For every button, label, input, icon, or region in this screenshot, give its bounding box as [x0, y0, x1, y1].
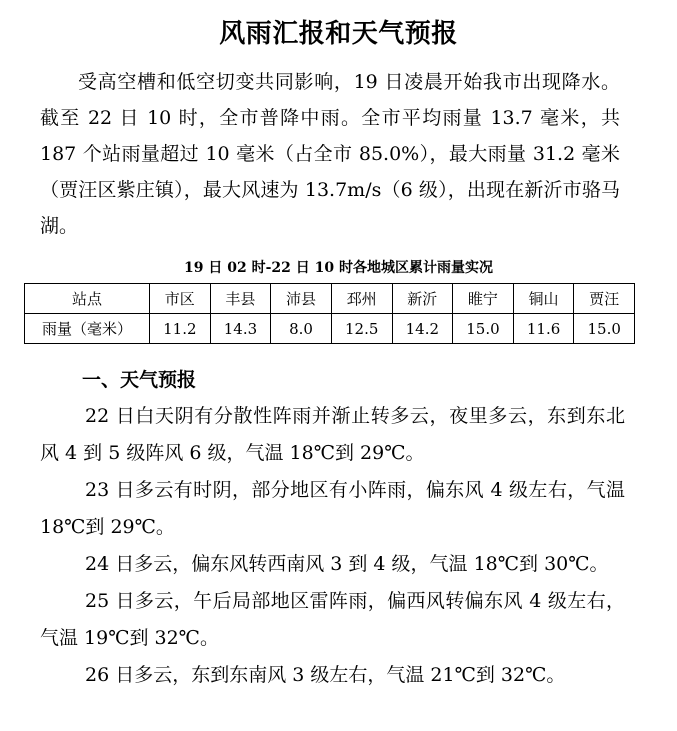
station-cell: 贾汪	[574, 284, 635, 314]
forecast-list	[40, 398, 625, 694]
rainfall-value-cell: 15.0	[574, 314, 635, 344]
rainfall-table	[24, 283, 635, 344]
station-cell: 铜山	[513, 284, 574, 314]
station-cell: 市区	[150, 284, 211, 314]
intro-paragraph: 受高空槽和低空切变共同影响，19 日凌晨开始我市出现降水。截至 22 日 10 时，全市普降中雨。全市平均雨量 13.7 毫米，共 187 个站雨量超过 10 毫米（占全市 85.0%），最大雨量 31.2 毫米（贾汪区紫庄镇），最大风速为 13.7m/s（6 级），出现在新沂市骆马湖。	[40, 71, 620, 237]
station-cell: 沛县	[271, 284, 332, 314]
rainfall-value-cell: 14.3	[210, 314, 271, 344]
table-caption: 19 日 02 时-22 日 10 时各地城区累计雨量实况	[184, 260, 493, 276]
rainfall-value-cell: 14.2	[392, 314, 453, 344]
station-cell: 丰县	[210, 284, 271, 314]
station-cell: 邳州	[331, 284, 392, 314]
rainfall-value-cell: 8.0	[271, 314, 332, 344]
rainfall-value-cell: 15.0	[453, 314, 514, 344]
forecast-paragraph: 26 日多云，东到东南风 3 级左右，气温 21℃到 32℃。	[85, 664, 566, 686]
section-heading: 一、天气预报	[82, 369, 197, 391]
rainfall-value-cell: 12.5	[331, 314, 392, 344]
table-header-row	[25, 284, 635, 314]
rainfall-value-cell: 11.2	[150, 314, 211, 344]
station-cell: 睢宁	[453, 284, 514, 314]
forecast-paragraph: 23 日多云有时阴，部分地区有小阵雨，偏东风 4 级左右，气温 18℃到 29℃。	[40, 479, 625, 538]
document-title: 风雨汇报和天气预报	[219, 19, 458, 49]
station-cell: 新沂	[392, 284, 453, 314]
rainfall-value-cell: 11.6	[513, 314, 574, 344]
forecast-paragraph: 22 日白天阴有分散性阵雨并渐止转多云，夜里多云，东到东北风 4 到 5 级阵风 6 级，气温 18℃到 29℃。	[40, 405, 625, 464]
table-header-label: 站点	[25, 284, 150, 314]
table-row-label: 雨量（毫米）	[25, 314, 150, 344]
forecast-paragraph: 25 日多云，午后局部地区雷阵雨，偏西风转偏东风 4 级左右，气温 19℃到 32℃。	[40, 590, 625, 649]
forecast-paragraph: 24 日多云，偏东风转西南风 3 到 4 级，气温 18℃到 30℃。	[85, 553, 609, 575]
table-row	[25, 314, 635, 344]
